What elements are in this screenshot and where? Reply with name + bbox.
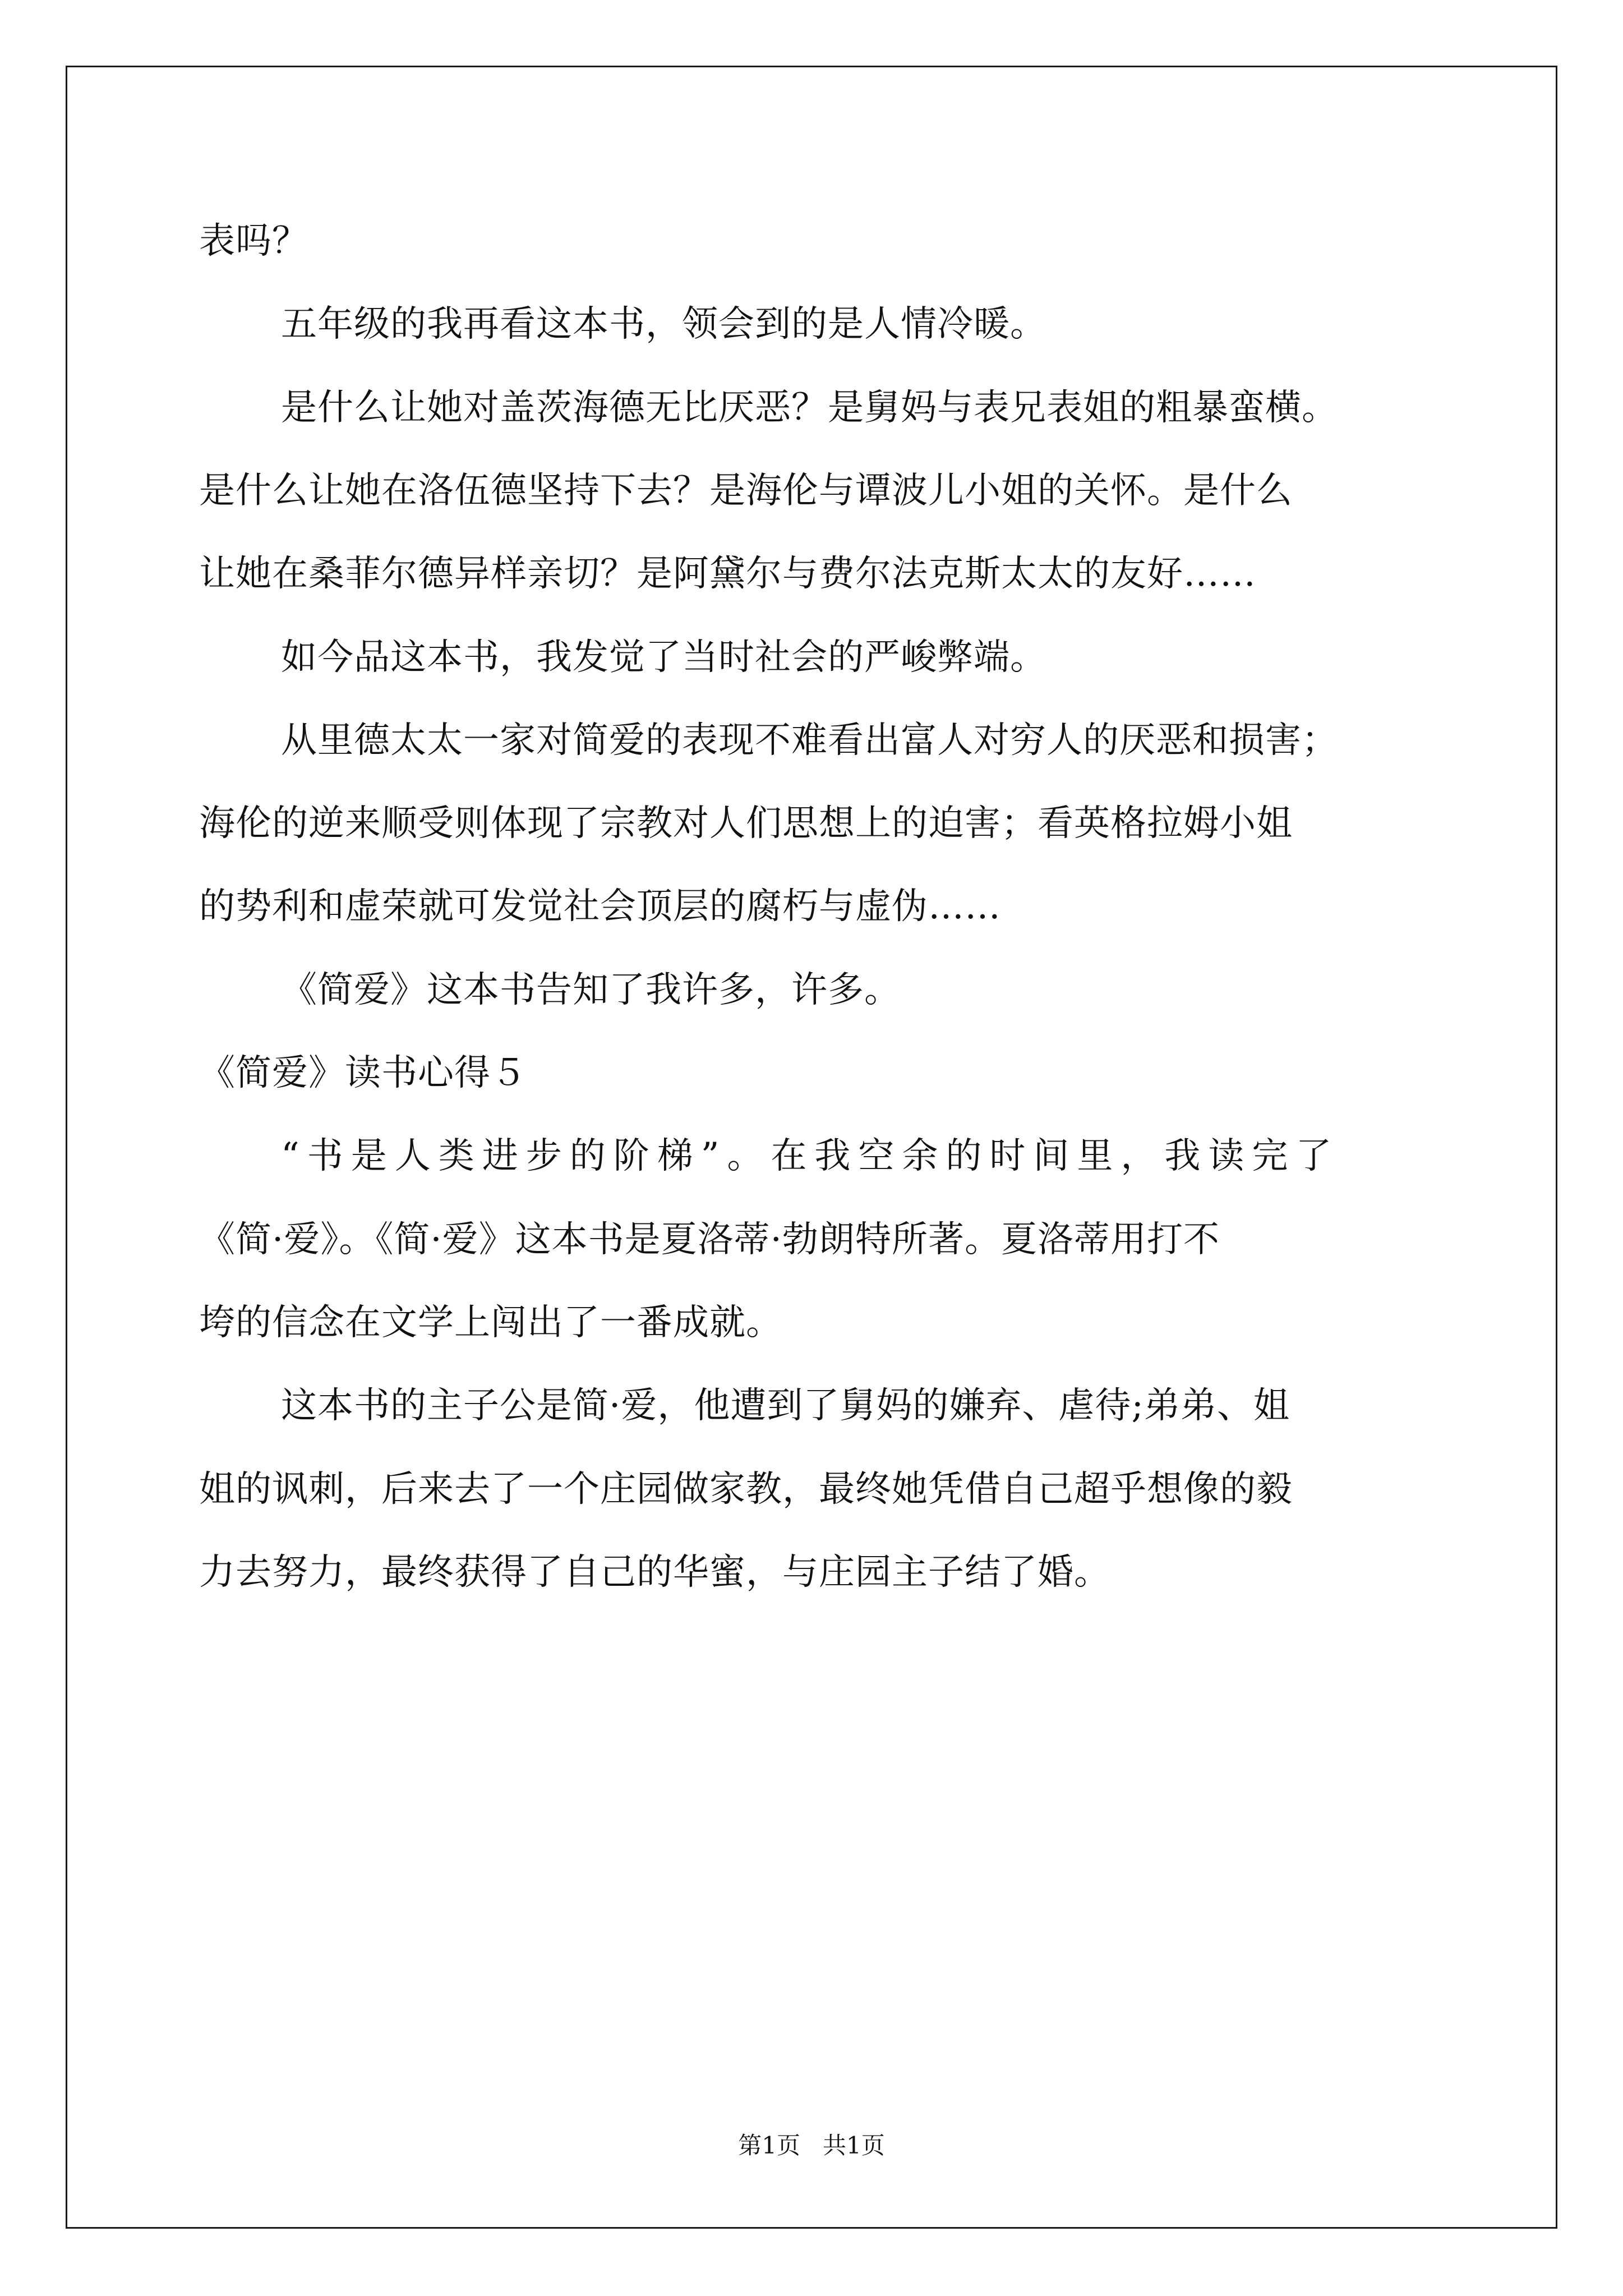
paragraph-line: 是什么让她对盖茨海德无比厌恶？是舅妈与表兄表姐的粗暴蛮横。 xyxy=(281,387,1338,429)
paragraph-line: “书是人类进步的阶梯”。在我空余的时间里，我读完了 xyxy=(281,1135,1340,1177)
paragraph-line: 《简爱》这本书告知了我许多，许多。 xyxy=(281,969,901,1011)
text-line: 力去努力，最终获得了自己的华蜜，与庄园主子结了婚。 xyxy=(199,1552,1110,1593)
section-heading: 《简爱》读书心得５ xyxy=(199,1052,527,1094)
paragraph-line: 从里德太太一家对简爱的表现不难看出富人对穷人的厌恶和损害； xyxy=(281,720,1338,761)
text-line: 让她在桑菲尔德异样亲切？是阿黛尔与费尔法克斯太太的友好…… xyxy=(199,553,1256,595)
text-line: 是什么让她在洛伍德坚持下去？是海伦与谭波儿小姐的关怀。是什么 xyxy=(199,470,1293,512)
paragraph-line: 五年级的我再看这本书，领会到的是人情冷暖。 xyxy=(281,303,1046,345)
page-footer: 第1页 共1页 xyxy=(738,2132,885,2159)
text-line: 海伦的逆来顺受则体现了宗教对人们思想上的迫害；看英格拉姆小姐 xyxy=(199,803,1293,844)
text-line: 的势利和虚荣就可发觉社会顶层的腐朽与虚伪…… xyxy=(199,886,1001,927)
text-line: 垮的信念在文学上闯出了一番成就。 xyxy=(199,1302,782,1343)
paragraph-line: 如今品这本书，我发觉了当时社会的严峻弊端。 xyxy=(281,637,1046,678)
paragraph-line: 这本书的主子公是简·爱，他遭到了舅妈的嫌弃、虐待;弟弟、姐 xyxy=(281,1385,1290,1427)
text-line: 表吗？ xyxy=(199,220,308,262)
text-line: 姐的讽刺，后来去了一个庄园做家教，最终她凭借自己超乎想像的毅 xyxy=(199,1469,1293,1510)
text-line: 《简·爱》。《简·爱》这本书是夏洛蒂·勃朗特所著。夏洛蒂用打不 xyxy=(199,1219,1220,1260)
